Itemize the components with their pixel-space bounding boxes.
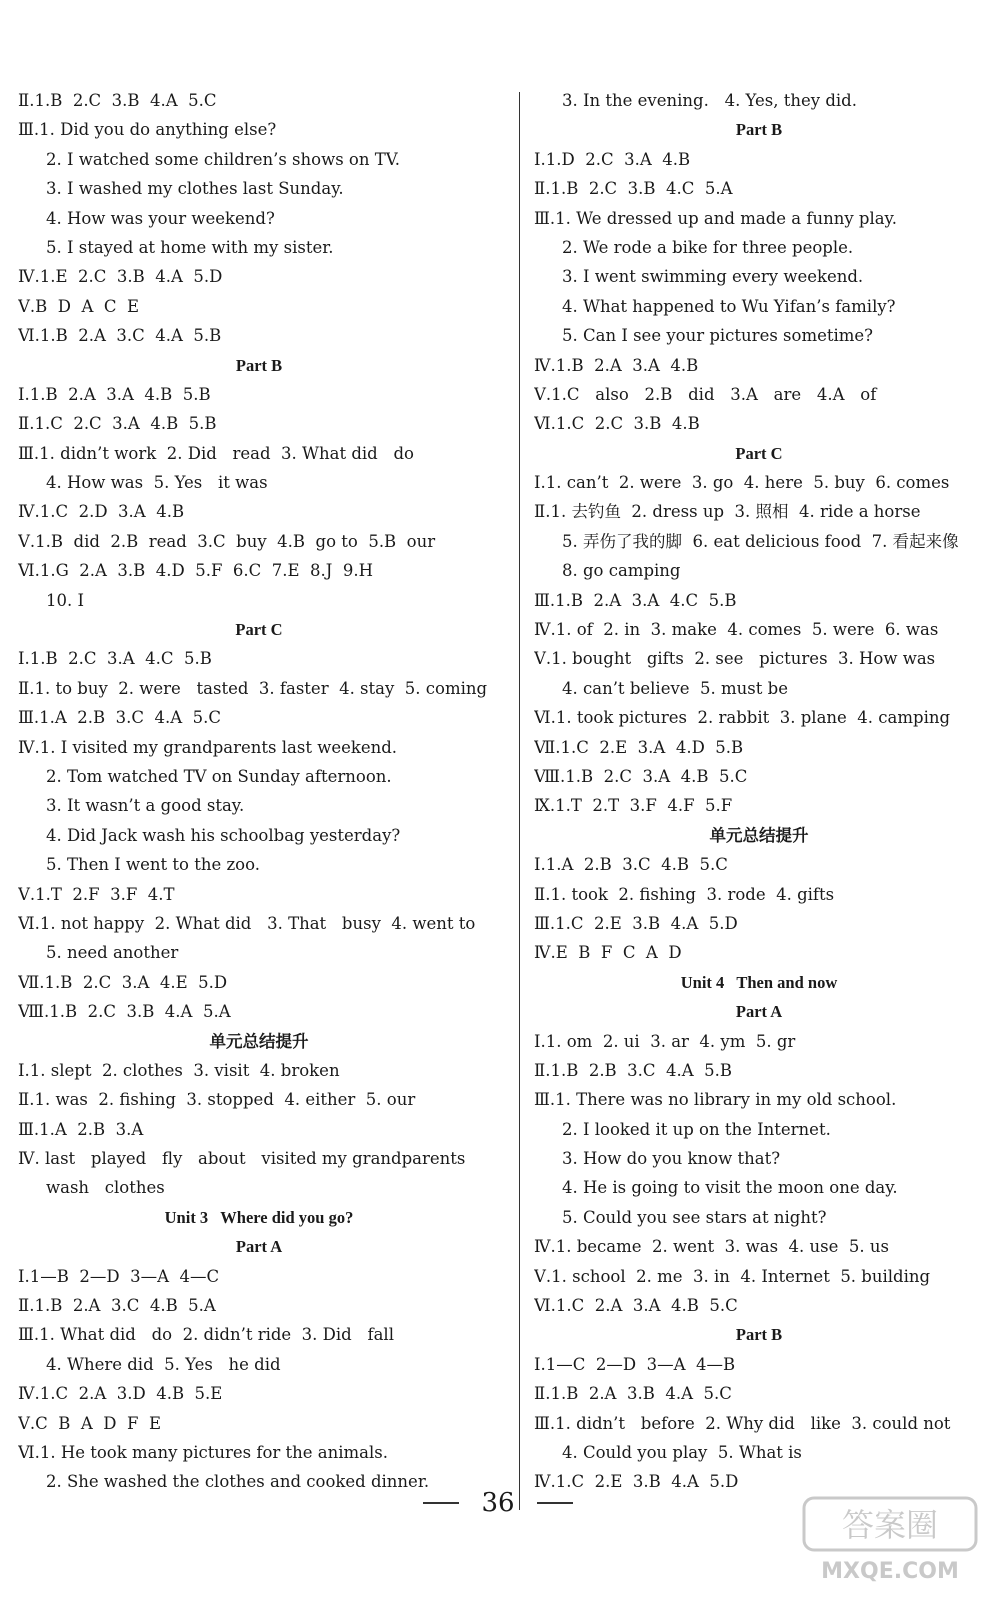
answer-line: 10. I — [46, 590, 85, 610]
answer-line: 4. What happened to Wu Yifan’s family? — [562, 296, 896, 316]
watermark-logo — [800, 1494, 980, 1586]
section-heading: Part A — [235, 1237, 283, 1257]
section-heading: 单元总结提升 — [709, 825, 809, 845]
answer-line: Ⅳ.1. I visited my grandparents last weekend. — [18, 737, 398, 757]
section-heading: Part C — [735, 443, 783, 463]
answer-line: Ⅱ.1. took 2. fishing 3. rode 4. gifts — [534, 884, 835, 904]
answer-line: Ⅱ.1.B 2.B 3.C 4.A 5.B — [534, 1060, 733, 1080]
answer-line: Ⅳ.1.C 2.E 3.B 4.A 5.D — [534, 1472, 739, 1492]
answer-line: Ⅴ.1. school 2. me 3. in 4. Internet 5. building — [534, 1266, 931, 1286]
answer-line: 2. We rode a bike for three people. — [562, 237, 854, 257]
answer-line: 5. 弄伤了我的脚 6. eat delicious food 7. 看起来像 — [562, 531, 959, 551]
section-heading: Unit 4 Then and now — [680, 972, 838, 992]
answer-line: 4. Could you play 5. What is — [562, 1442, 802, 1462]
left-column — [18, 86, 500, 1497]
page-number: 36 — [481, 1488, 515, 1518]
answer-line: 4. He is going to visit the moon one day. — [562, 1178, 898, 1198]
answer-line: Ⅴ.B D A C E — [18, 296, 140, 316]
answer-line: Ⅱ.1. 去钓鱼 2. dress up 3. 照相 4. ride a horse — [534, 502, 921, 522]
footer-dash-left — [423, 1502, 459, 1504]
answer-line: Ⅴ.1.B did 2.B read 3.C buy 4.B go to 5.B our — [18, 531, 436, 551]
answer-line: 4. How was 5. Yes it was — [46, 473, 268, 493]
answer-line: Ⅰ.1. can’t 2. were 3. go 4. here 5. buy 6. comes — [534, 473, 950, 493]
answer-line: 3. How do you know that? — [562, 1149, 781, 1169]
answer-line: 3. I washed my clothes last Sunday. — [46, 179, 344, 199]
answer-line: Ⅵ.1.G 2.A 3.B 4.D 5.F 6.C 7.E 8.J 9.H — [18, 561, 374, 581]
answer-line: 2. I looked it up on the Internet. — [562, 1119, 831, 1139]
answer-line: 5. Then I went to the zoo. — [46, 855, 261, 875]
answer-line: Ⅱ.1. was 2. fishing 3. stopped 4. either 5. our — [18, 1090, 416, 1110]
answer-line: Ⅷ.1.B 2.C 3.B 4.A 5.A — [18, 1002, 231, 1022]
answer-line: 3. In the evening. 4. Yes, they did. — [562, 91, 857, 110]
answer-line: Ⅷ.1.B 2.C 3.A 4.B 5.C — [534, 766, 748, 786]
right-column — [534, 86, 984, 1497]
svg-text:答案圈: 答案圈 — [841, 1506, 939, 1544]
answer-line: Ⅶ.1.C 2.E 3.A 4.D 5.B — [534, 737, 744, 757]
answer-line: Ⅳ.1.C 2.D 3.A 4.B — [18, 502, 185, 522]
answer-line: 4. Did Jack wash his schoolbag yesterday? — [46, 825, 401, 845]
answer-line: 3. It wasn’t a good stay. — [46, 796, 245, 816]
answer-line: Ⅲ.1.B 2.A 3.A 4.C 5.B — [534, 590, 737, 610]
answer-line: Ⅳ.1.C 2.A 3.D 4.B 5.E — [18, 1384, 223, 1404]
answer-line: Ⅲ.1. didn’t work 2. Did read 3. What did do — [18, 443, 414, 463]
answer-line: Ⅳ.1. became 2. went 3. was 4. use 5. us — [534, 1237, 889, 1257]
watermark-text: MXQE.COM — [821, 1559, 959, 1584]
answer-line: 2. Tom watched TV on Sunday afternoon. — [46, 766, 392, 786]
answer-line: 2. She washed the clothes and cooked dinner. — [46, 1472, 430, 1492]
answer-line: Ⅲ.1. didn’t before 2. Why did like 3. could not — [534, 1413, 951, 1433]
answer-line: Ⅳ.1.E 2.C 3.B 4.A 5.D — [18, 267, 223, 287]
answer-line: Ⅳ.1. of 2. in 3. make 4. comes 5. were 6. was — [534, 620, 939, 640]
answer-line: Ⅲ.1. There was no library in my old school. — [534, 1090, 897, 1110]
answer-line: Ⅰ.1. om 2. ui 3. ar 4. ym 5. gr — [534, 1031, 796, 1051]
answer-line: Ⅳ.1.B 2.A 3.A 4.B — [534, 355, 699, 375]
answer-line: 3. I went swimming every weekend. — [562, 267, 864, 287]
answer-line: Ⅵ.1.B 2.A 3.C 4.A 5.B — [18, 326, 222, 346]
section-heading: Unit 3 Where did you go? — [164, 1207, 354, 1227]
answer-line: Ⅵ.1.C 2.C 3.B 4.B — [534, 414, 700, 434]
answer-line: Ⅰ.1.A 2.B 3.C 4.B 5.C — [534, 855, 728, 875]
answer-line: 5. Can I see your pictures sometime? — [562, 326, 874, 346]
answer-line: 8. go camping — [562, 561, 681, 581]
answer-line: 4. can’t believe 5. must be — [562, 678, 788, 698]
answer-line: Ⅰ.1—B 2—D 3—A 4—C — [18, 1266, 220, 1286]
answer-line: Ⅱ.1.B 2.C 3.B 4.A 5.C — [18, 91, 217, 110]
answer-line: Ⅴ.1.C also 2.B did 3.A are 4.A of — [534, 384, 877, 404]
answer-line: Ⅰ.1. slept 2. clothes 3. visit 4. broken — [18, 1060, 340, 1080]
answer-line: Ⅲ.1. We dressed up and made a funny play. — [534, 208, 897, 228]
answer-line: Ⅰ.1.D 2.C 3.A 4.B — [534, 149, 691, 169]
section-heading: Part B — [235, 355, 283, 375]
answer-line: Ⅴ.1.T 2.F 3.F 4.T — [18, 884, 175, 904]
answer-line: Ⅰ.1.B 2.C 3.A 4.C 5.B — [18, 649, 212, 669]
answer-line: Ⅲ.1.A 2.B 3.C 4.A 5.C — [18, 708, 222, 728]
answer-line: Ⅱ.1.B 2.A 3.B 4.A 5.C — [534, 1384, 732, 1404]
answer-line: Ⅵ.1. not happy 2. What did 3. That busy 4. went to — [18, 913, 476, 933]
footer-dash-right — [537, 1502, 573, 1504]
section-heading: Part C — [235, 620, 283, 640]
section-heading: 单元总结提升 — [209, 1031, 309, 1051]
answer-line: 2. I watched some children’s shows on TV. — [46, 149, 401, 169]
section-heading: Part B — [735, 120, 783, 140]
answer-line: Ⅴ.1. bought gifts 2. see pictures 3. How was — [534, 649, 936, 669]
answer-line: 5. Could you see stars at night? — [562, 1207, 827, 1227]
section-heading: Part A — [735, 1002, 783, 1022]
answer-line: Ⅴ.C B A D F E — [18, 1413, 161, 1433]
answer-line: 4. Where did 5. Yes he did — [46, 1354, 281, 1374]
answer-line: Ⅲ.1. Did you do anything else? — [18, 120, 277, 140]
answer-line: Ⅰ.1.B 2.A 3.A 4.B 5.B — [18, 384, 211, 404]
answer-line: Ⅰ.1—C 2—D 3—A 4—B — [534, 1354, 736, 1374]
answer-line: Ⅳ.E B F C A D — [534, 943, 682, 963]
answer-line: Ⅱ.1.C 2.C 3.A 4.B 5.B — [18, 414, 217, 434]
answer-line: Ⅵ.1.C 2.A 3.A 4.B 5.C — [534, 1296, 738, 1316]
answer-line: Ⅶ.1.B 2.C 3.A 4.E 5.D — [18, 972, 228, 992]
answer-line: wash clothes — [46, 1178, 165, 1198]
answer-line: Ⅱ.1.B 2.C 3.B 4.C 5.A — [534, 179, 733, 199]
section-heading: Part B — [735, 1325, 783, 1345]
answer-line: Ⅵ.1. He took many pictures for the animals. — [18, 1442, 389, 1462]
answer-line: Ⅲ.1. What did do 2. didn’t ride 3. Did fall — [18, 1325, 394, 1345]
answer-line: Ⅲ.1.A 2.B 3.A — [18, 1119, 144, 1139]
column-divider — [519, 92, 520, 1510]
answer-line: Ⅱ.1.B 2.A 3.C 4.B 5.A — [18, 1296, 216, 1316]
answer-line: 5. need another — [46, 943, 179, 963]
answer-line: Ⅸ.1.T 2.T 3.F 4.F 5.F — [534, 796, 733, 816]
answer-line: 5. I stayed at home with my sister. — [46, 237, 334, 257]
answer-line: Ⅵ.1. took pictures 2. rabbit 3. plane 4. camping — [534, 708, 951, 728]
answer-line: 4. How was your weekend? — [46, 208, 275, 228]
answer-line: Ⅱ.1. to buy 2. were tasted 3. faster 4. stay 5. coming — [18, 678, 488, 698]
answer-line: Ⅳ. last played fly about visited my grandparents — [18, 1149, 466, 1169]
answer-line: Ⅲ.1.C 2.E 3.B 4.A 5.D — [534, 913, 738, 933]
